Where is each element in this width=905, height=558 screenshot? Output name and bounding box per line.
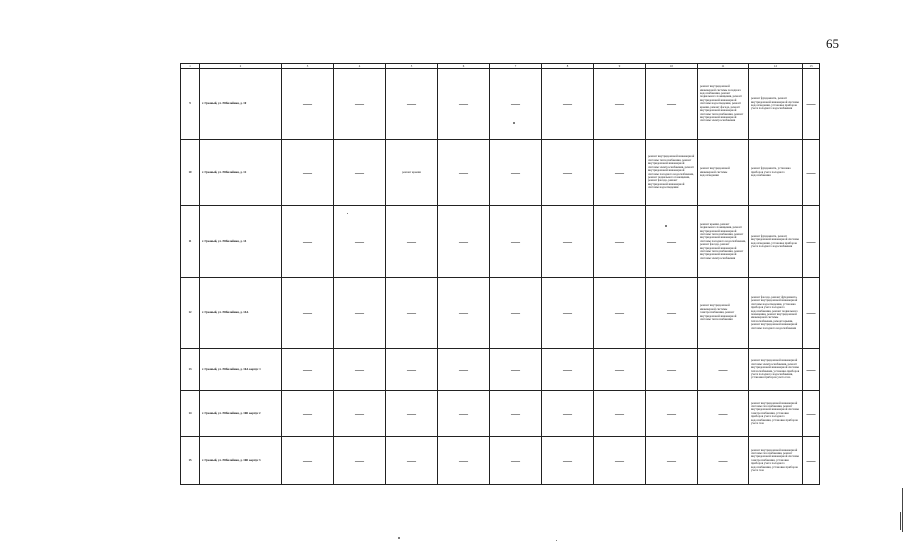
header-cell: 8: [542, 64, 594, 69]
cell-col12: ремонт фундамента, установка приборов учета холодного водоснабжения: [749, 140, 803, 206]
cell-col9: —: [594, 391, 646, 437]
table-row: [181, 206, 820, 278]
cell-col12: ремонт внутридомовой инженерной системы газоснабжения, ремонт внутридомовой инженерной системы электроснабжения, установка приборов учета холодного водоснабжения, установка приборов учета газа: [749, 391, 803, 437]
cell-col3: —: [282, 206, 334, 278]
header-cell: 2: [200, 64, 282, 69]
header-cell: 13: [803, 64, 820, 69]
cell-col10: ремонт внутридомовой инженерной системы теплоснабжения, ремонт внутридомовой инженерной системы электроснабжения, ремонт внутридомовой инженерной системы холодного водоснабжения, ремонт подвального помещения, ремонт фасада, ремонт внутридомовой инженерной системы водоотведения: [646, 140, 698, 206]
scan-speck: [347, 213, 348, 214]
header-cell: 7: [490, 64, 542, 69]
cell-col9: —: [594, 206, 646, 278]
cell-col10: —: [646, 437, 698, 485]
cell-col7: —: [490, 437, 542, 485]
header-cell: 9: [594, 64, 646, 69]
cell-col10: —: [646, 391, 698, 437]
header-cell: 1: [181, 64, 200, 69]
cell-col3: —: [282, 349, 334, 391]
cell-col4: —: [334, 278, 386, 349]
cell-col4: —: [334, 437, 386, 485]
scan-speck: [556, 540, 557, 541]
cell-col6: —: [438, 437, 490, 485]
cell-col11: ремонт внутридомовой инженерной системы водоотведения: [698, 140, 749, 206]
scan-edge-mark: [900, 512, 901, 530]
cell-col11: —: [698, 391, 749, 437]
cell-col12: ремонт фундамента, ремонт внутридомовой инженерной системы водоотведения, установка приборов учета холодного водоснабжения: [749, 206, 803, 278]
cell-col3: —: [282, 278, 334, 349]
cell-col6: —: [438, 206, 490, 278]
table-row: [181, 391, 820, 437]
cell-col13: —: [803, 206, 820, 278]
address-cell: г. Грозный, ул. Юбилейная, д. 14: [200, 206, 282, 278]
cell-col3: —: [282, 391, 334, 437]
cell-col5: —: [386, 391, 438, 437]
cell-col4: —: [334, 69, 386, 140]
scan-speck: [513, 122, 515, 124]
cell-col7: —: [490, 69, 542, 140]
cell-col11: ремонт внутридомовой инженерной системы электроснабжения, ремонт внутридомовой инженерной системы теплоснабжения: [698, 278, 749, 349]
row-number: 12: [181, 278, 200, 349]
cell-col4: —: [334, 206, 386, 278]
header-cell: 11: [698, 64, 749, 69]
header-cell: 5: [386, 64, 438, 69]
page-number: 65: [826, 36, 839, 51]
cell-col5: —: [386, 349, 438, 391]
table-row: [181, 349, 820, 391]
cell-col4: —: [334, 391, 386, 437]
cell-col4: —: [334, 140, 386, 206]
cell-col4: —: [334, 349, 386, 391]
table-row: [181, 140, 820, 206]
row-number: 14: [181, 391, 200, 437]
cell-col8: —: [542, 349, 594, 391]
cell-col9: —: [594, 69, 646, 140]
header-cell: 12: [749, 64, 803, 69]
cell-col5: —: [386, 206, 438, 278]
header-cell: 4: [334, 64, 386, 69]
scan-edge-mark: [902, 488, 903, 532]
cell-col8: —: [542, 206, 594, 278]
cell-col5: ремонт крыши: [386, 140, 438, 206]
cell-col5: —: [386, 278, 438, 349]
cell-col6: —: [438, 69, 490, 140]
address-cell: г. Грозный, ул. Юбилейная, д. 10: [200, 69, 282, 140]
cell-col6: —: [438, 391, 490, 437]
cell-col7: —: [490, 391, 542, 437]
cell-col9: —: [594, 349, 646, 391]
cell-col13: —: [803, 140, 820, 206]
address-cell: г. Грозный, ул. Юбилейная, д. 16Б корпус 3: [200, 437, 282, 485]
cell-col10: —: [646, 278, 698, 349]
header-cell: 6: [438, 64, 490, 69]
cell-col13: —: [803, 349, 820, 391]
cell-col13: —: [803, 437, 820, 485]
cell-col12: ремонт внутридомовой инженерной системы электроснабжения, ремонт внутридомовой инженерной системы теплоснабжения, установка приборов учета холодного водоснабжения, установка приборов учета газа: [749, 349, 803, 391]
cell-col13: —: [803, 278, 820, 349]
cell-col11: ремонт внутридомовой инженерной системы холодного водоснабжения, ремонт подвального помещения, ремонт внутридомовой инженерной системы водоотведения, ремонт крыши, ремонт фасада, ремонт внутридомовой инженерной системы теплоснабжения, ремонт внутридомовой инженерной системы электроснабжения: [698, 69, 749, 140]
cell-col9: —: [594, 437, 646, 485]
cell-col8: —: [542, 391, 594, 437]
cell-col7: —: [490, 206, 542, 278]
cell-col11: —: [698, 437, 749, 485]
header-cell: 10: [646, 64, 698, 69]
cell-col8: —: [542, 437, 594, 485]
cell-col6: —: [438, 140, 490, 206]
cell-col9: —: [594, 278, 646, 349]
cell-col3: —: [282, 437, 334, 485]
cell-col12: ремонт фундамента, ремонт внутридомовой инженерной системы водоотведения, установка приборов учета холодного водоснабжения: [749, 69, 803, 140]
cell-col10: —: [646, 69, 698, 140]
cell-col11: —: [698, 349, 749, 391]
cell-col6: —: [438, 349, 490, 391]
cell-col3: —: [282, 69, 334, 140]
scan-speck: [665, 225, 667, 227]
cell-col13: —: [803, 69, 820, 140]
row-number: 11: [181, 206, 200, 278]
cell-col6: —: [438, 278, 490, 349]
address-cell: г. Грозный, ул. Юбилейная, д. 14А: [200, 278, 282, 349]
row-number: 9: [181, 69, 200, 140]
table-row: [181, 278, 820, 349]
cell-col12: ремонт внутридомовой инженерной системы газоснабжения, ремонт внутридомовой инженерной системы электроснабжения, установка приборов учета холодного водоснабжения, установка приборов учета газа: [749, 437, 803, 485]
row-number: 10: [181, 140, 200, 206]
cell-col8: —: [542, 69, 594, 140]
work-schedule-table: [180, 63, 820, 485]
cell-col12: ремонт фасада, ремонт фундамента, ремонт внутридомовой инженерной системы водоотведения, установка приборов учета холодного водоснабжения, ремонт подвального помещения, ремонт внутридомовой инженерной системы теплоснабжения, ремонт крыши, ремонт внутридомовой инженерной системы холодного водоснабжения: [749, 278, 803, 349]
cell-col9: —: [594, 140, 646, 206]
cell-col11: ремонт крыши, ремонт подвального помещения, ремонт внутридомовой инженерной системы теплоснабжения, ремонт внутридомовой инженерной системы холодного водоснабжения, ремонт фасада, ремонт внутридомовой инженерной системы теплоснабжения, ремонт внутридомовой инженерной системы электроснабжения: [698, 206, 749, 278]
cell-col3: —: [282, 140, 334, 206]
cell-col10: —: [646, 206, 698, 278]
row-number: 13: [181, 349, 200, 391]
scan-speck: [398, 537, 400, 539]
table-row: [181, 437, 820, 485]
cell-col10: —: [646, 349, 698, 391]
cell-col5: —: [386, 69, 438, 140]
address-cell: г. Грозный, ул. Юбилейная, д. 12: [200, 140, 282, 206]
cell-col13: —: [803, 391, 820, 437]
row-number: 15: [181, 437, 200, 485]
cell-col8: —: [542, 278, 594, 349]
header-cell: 3: [282, 64, 334, 69]
address-cell: г. Грозный, ул. Юбилейная, д. 16Б корпус 2: [200, 391, 282, 437]
cell-col8: —: [542, 140, 594, 206]
table-row: [181, 69, 820, 140]
address-cell: г. Грозный, ул. Юбилейная, д. 16А корпус 1: [200, 349, 282, 391]
cell-col7: —: [490, 278, 542, 349]
cell-col7: —: [490, 140, 542, 206]
cell-col7: —: [490, 349, 542, 391]
cell-col5: —: [386, 437, 438, 485]
